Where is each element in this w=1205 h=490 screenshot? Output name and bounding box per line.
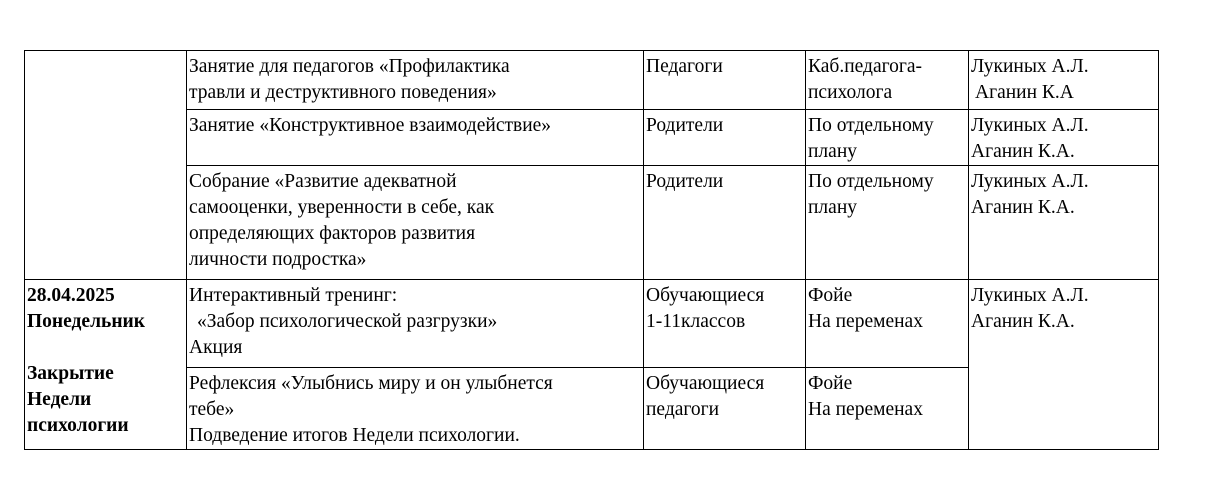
audience-line: 1-11классов (646, 311, 746, 332)
responsible-line: Аганин К.А. (971, 311, 1075, 332)
audience-line: Обучающиеся (646, 373, 765, 394)
responsible-cell (969, 166, 1159, 280)
place-line: Каб.педагога- (808, 56, 923, 77)
audience-line: педагоги (646, 399, 720, 420)
place-cell (806, 166, 969, 280)
audience-line: Педагоги (646, 56, 723, 77)
place-cell (806, 280, 969, 368)
responsible-line: Аганин К.А (975, 82, 1074, 103)
responsible-cell (969, 280, 1159, 450)
event-line: Рефлексия «Улыбнись миру и он улыбнется (189, 373, 553, 394)
responsible-cell (969, 51, 1159, 110)
place-line: По отдельному (808, 171, 934, 192)
audience-line: Родители (646, 171, 724, 192)
table-row (25, 166, 1159, 280)
place-line: плану (808, 141, 858, 162)
event-line: Собрание «Развитие адекватной (189, 171, 457, 192)
event-cell (187, 368, 644, 450)
responsible-line: Лукиных А.Л. (971, 171, 1089, 192)
place-line: психолога (808, 82, 893, 103)
responsible-cell (969, 110, 1159, 166)
event-line: Интерактивный тренинг: (189, 285, 398, 306)
place-line: По отдельному (808, 115, 934, 136)
event-line: Акция (189, 337, 243, 358)
date-text: 28.04.2025 (27, 285, 115, 306)
event-line: Занятие для педагогов «Профилактика (189, 56, 510, 77)
event-line: самооценки, уверенности в себе, как (189, 197, 495, 218)
event-line: тебе» (189, 399, 235, 420)
event-line: травли и деструктивного поведения» (189, 82, 497, 103)
date-cell (25, 280, 187, 450)
closing-line: психологии (27, 415, 129, 436)
place-line: плану (808, 197, 858, 218)
closing-line: Закрытие (27, 363, 114, 384)
place-line: Фойе (808, 285, 853, 306)
audience-line: Обучающиеся (646, 285, 765, 306)
audience-cell (644, 368, 806, 450)
spacer (27, 335, 184, 361)
place-line: На переменах (808, 311, 923, 332)
event-cell (187, 166, 644, 280)
date-cell-empty (25, 51, 187, 280)
table-row (25, 110, 1159, 166)
event-line: Подведение итогов Недели психологии. (189, 425, 520, 446)
responsible-line: Лукиных А.Л. (971, 285, 1089, 306)
weekday-text: Понедельник (27, 311, 146, 332)
responsible-line: Лукиных А.Л. (971, 115, 1089, 136)
table-row (25, 280, 1159, 368)
responsible-line: Аганин К.А. (971, 197, 1075, 218)
event-cell (187, 51, 644, 110)
place-cell (806, 368, 969, 450)
event-cell (187, 110, 644, 166)
event-line: «Забор психологической разгрузки» (197, 311, 498, 332)
event-line: определяющих факторов развития (189, 223, 476, 244)
audience-cell (644, 280, 806, 368)
responsible-line: Аганин К.А. (971, 141, 1075, 162)
audience-line: Родители (646, 115, 724, 136)
audience-cell (644, 166, 806, 280)
event-line: Занятие «Конструктивное взаимодействие» (189, 115, 552, 136)
schedule-table (24, 50, 1159, 450)
audience-cell (644, 51, 806, 110)
responsible-line: Лукиных А.Л. (971, 56, 1089, 77)
place-line: Фойе (808, 373, 853, 394)
event-cell (187, 280, 644, 368)
closing-line: Недели (27, 389, 92, 410)
audience-cell (644, 110, 806, 166)
place-line: На переменах (808, 399, 923, 420)
place-cell (806, 110, 969, 166)
event-line: личности подростка» (189, 249, 367, 270)
table-row (25, 51, 1159, 110)
place-cell (806, 51, 969, 110)
